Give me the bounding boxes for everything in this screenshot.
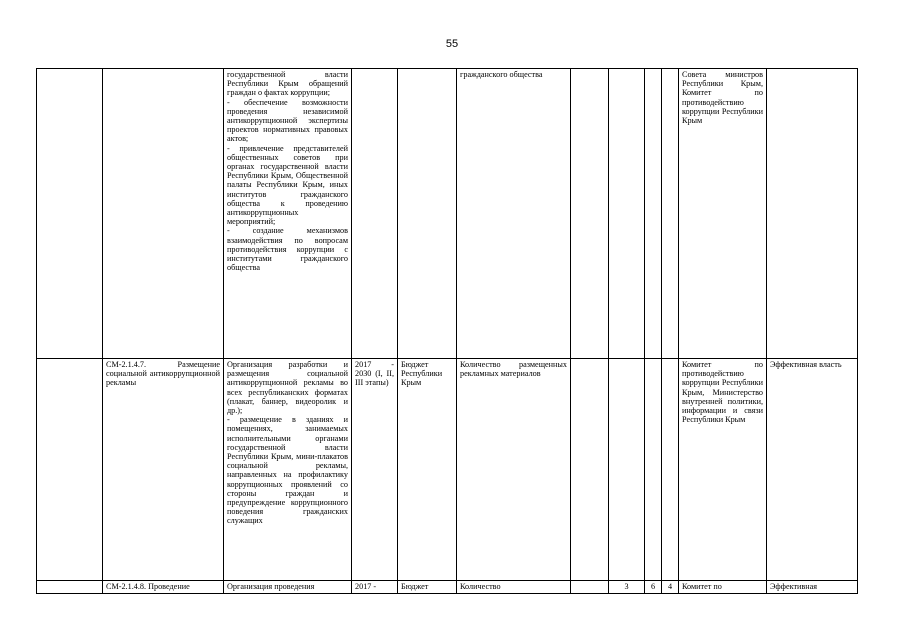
measure-code-cell: СМ-2.1.4.7. Размещение социальной антикоррупционной рекламы	[103, 359, 224, 581]
period-cell: 2017 -	[352, 581, 398, 594]
measure-description-cell: государственной власти Республики Крым обращений граждан о фактах коррупции; - обеспечение возможности проведения независимой антикоррупционной экспертизы проектов нормативных правовых актов; - привлечение представителей общественных советов при органах государственной власти Республики Крым, Общественной палаты Республики Крым, иных институтов гражданского общества к проведению антикоррупционных мероприятий; - создание механизмов взаимодействия по вопросам противодействия коррупции с институтами гражданского общества	[224, 69, 352, 359]
program-table	[36, 68, 858, 594]
empty-cell	[37, 69, 103, 359]
measure-code-cell: СМ-2.1.4.8. Проведение	[103, 581, 224, 594]
value-cell	[662, 359, 679, 581]
value-cell	[571, 581, 609, 594]
table-row	[37, 359, 858, 581]
table-row	[37, 581, 858, 594]
period-cell: 2017 - 2030 (I, II, III этапы)	[352, 359, 398, 581]
funding-cell: Бюджет	[398, 581, 457, 594]
page-number: 55	[445, 38, 459, 50]
funding-cell	[398, 69, 457, 359]
value-cell	[662, 69, 679, 359]
indicator-cell: Количество	[457, 581, 571, 594]
value-cell: 6	[645, 581, 662, 594]
value-cell	[571, 69, 609, 359]
executor-cell: Комитет по	[679, 581, 767, 594]
value-cell	[645, 69, 662, 359]
indicator-cell: Количество размещенных рекламных материалов	[457, 359, 571, 581]
value-cell	[645, 359, 662, 581]
value-cell	[571, 359, 609, 581]
value-cell: 3	[609, 581, 645, 594]
executor-cell: Совета министров Республики Крым, Комитет по противодействию коррупции Республики Крым	[679, 69, 767, 359]
value-cell	[609, 69, 645, 359]
measure-description-cell: Организация проведения	[224, 581, 352, 594]
result-cell: Эффективная власть	[767, 359, 858, 581]
value-cell: 4	[662, 581, 679, 594]
funding-cell: Бюджет Республики Крым	[398, 359, 457, 581]
table-row	[37, 69, 858, 359]
result-cell: Эффективная	[767, 581, 858, 594]
value-cell	[609, 359, 645, 581]
executor-cell: Комитет по противодействию коррупции Республики Крым, Министерство внутренней политики, информации и связи Республики Крым	[679, 359, 767, 581]
empty-cell	[37, 581, 103, 594]
period-cell	[352, 69, 398, 359]
result-cell	[767, 69, 858, 359]
measure-code-cell	[103, 69, 224, 359]
measure-description-cell: Организация разработки и размещения социальной антикоррупционной рекламы во всех республиканских форматах (плакат, баннер, видеоролик и др.); - размещение в зданиях и помещениях, занимаемых исполнительными органами государственной власти Республики Крым, мини-плакатов социальной рекламы, направленных на профилактику коррупционных проявлений со стороны граждан и предупреждение коррупционного поведения гражданских служащих	[224, 359, 352, 581]
indicator-cell: гражданского общества	[457, 69, 571, 359]
empty-cell	[37, 359, 103, 581]
